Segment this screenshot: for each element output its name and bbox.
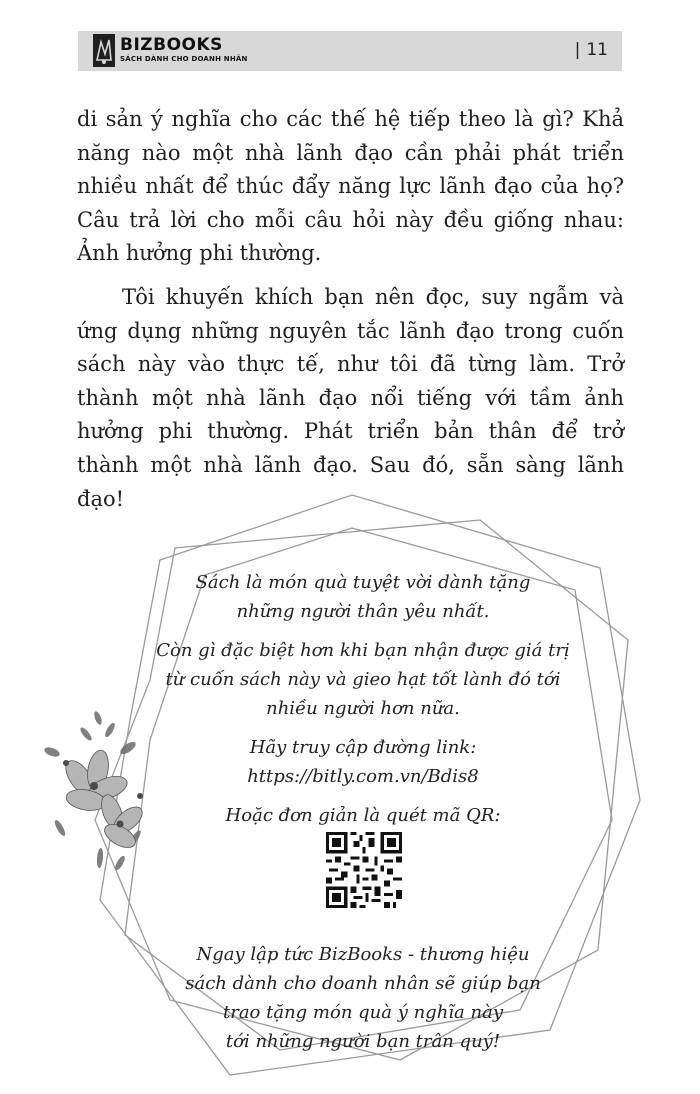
promo-line-11: tới những người bạn trân quý! xyxy=(225,1031,501,1052)
promo-line-7: Hoặc đơn giản là quét mã QR: xyxy=(225,805,501,826)
promo-line-3: Còn gì đặc biệt hơn khi bạn nhận được giá trị xyxy=(156,640,570,661)
qr-code-icon[interactable] xyxy=(326,832,402,908)
paragraph-1: di sản ý nghĩa cho các thế hệ tiếp theo là gì? Khả năng nào một nhà lãnh đạo cần phải phát triển nhiều nhất để thúc đẩy năng lực lãnh đạo của họ? Câu trả lời cho mỗi câu hỏi này đều giống nhau: Ảnh hưởng phi thường. xyxy=(77,107,624,266)
promo-line-6: Hãy truy cập đường link: xyxy=(249,737,477,758)
promo-line-5: nhiều người hơn nữa. xyxy=(266,698,460,719)
promo-line-1: Sách là món quà tuyệt vời dành tặng xyxy=(195,572,531,593)
promo-line-10: trao tặng món quà ý nghĩa này xyxy=(222,1002,504,1023)
paragraph-2: Tôi khuyến khích bạn nên đọc, suy ngẫm và ứng dụng những nguyên tắc lãnh đạo trong cuốn sách này vào thực tế, như tôi đã từng làm. Trở thành một nhà lãnh đạo nổi tiếng với tầm ảnh hưởng phi thường. Phát triển bản thân để trở thành một nhà lãnh đạo. Sau đó, sẵn sàng lãnh đạo! xyxy=(77,284,624,511)
page-number-value: 11 xyxy=(586,40,608,60)
promo-line-8: Ngay lập tức BizBooks - thương hiệu xyxy=(196,944,530,965)
promo-block xyxy=(150,568,576,1056)
brand-name: BIZBOOKS xyxy=(120,35,223,55)
brand-tagline: SÁCH DÀNH CHO DOANH NHÂN xyxy=(120,55,248,63)
promo-line-4: từ cuốn sách này và gieo hạt tốt lành đó tới xyxy=(165,669,561,690)
page-divider: | xyxy=(574,40,581,60)
floral-decoration-icon xyxy=(40,708,155,878)
promo-link[interactable]: https://bitly.com.vn/Bdis8 xyxy=(247,766,479,787)
promo-line-9: sách dành cho doanh nhân sẽ giúp bạn xyxy=(185,973,541,994)
promo-line-2: những người thân yêu nhất. xyxy=(236,601,490,622)
